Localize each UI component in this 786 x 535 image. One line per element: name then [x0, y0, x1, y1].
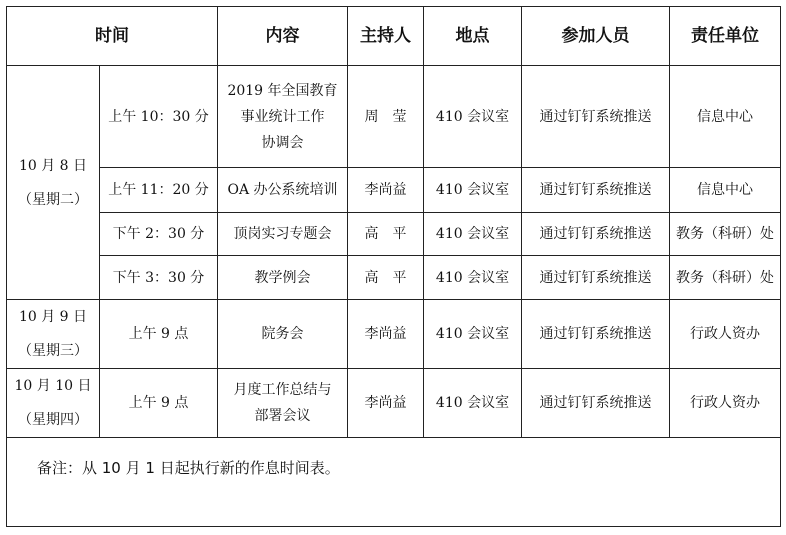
- participants-cell: 通过钉钉系统推送: [522, 369, 670, 438]
- participants-cell: 通过钉钉系统推送: [522, 66, 670, 168]
- header-unit: 责任单位: [670, 7, 781, 66]
- date-cell: 10 月 9 日 （星期三）: [7, 300, 100, 369]
- participants-cell: 通过钉钉系统推送: [522, 168, 670, 213]
- unit-cell: 行政人资办: [670, 300, 781, 369]
- unit-cell: 信息中心: [670, 66, 781, 168]
- date-cell: 10 月 8 日 （星期二）: [7, 66, 100, 300]
- time-cell: 下午 3：30 分: [100, 256, 218, 300]
- participants-cell: 通过钉钉系统推送: [522, 256, 670, 300]
- header-location: 地点: [424, 7, 522, 66]
- host-cell: 李尚益: [348, 369, 424, 438]
- content-cell: 教学例会: [218, 256, 348, 300]
- unit-cell: 行政人资办: [670, 369, 781, 438]
- header-participants: 参加人员: [522, 7, 670, 66]
- location-cell: 410 会议室: [424, 300, 522, 369]
- date-cell: 10 月 10 日 （星期四）: [7, 369, 100, 438]
- content-cell: 院务会: [218, 300, 348, 369]
- host-cell: 李尚益: [348, 168, 424, 213]
- table-row: [7, 256, 781, 300]
- unit-cell: 信息中心: [670, 168, 781, 213]
- unit-cell: 教务（科研）处: [670, 213, 781, 256]
- table-row: [7, 369, 781, 438]
- location-cell: 410 会议室: [424, 66, 522, 168]
- header-host: 主持人: [348, 7, 424, 66]
- location-cell: 410 会议室: [424, 168, 522, 213]
- host-cell: 李尚益: [348, 300, 424, 369]
- schedule-table: [6, 6, 781, 527]
- location-cell: 410 会议室: [424, 213, 522, 256]
- unit-cell: 教务（科研）处: [670, 256, 781, 300]
- content-cell: 顶岗实习专题会: [218, 213, 348, 256]
- host-cell: 高 平: [348, 256, 424, 300]
- location-cell: 410 会议室: [424, 369, 522, 438]
- header-content: 内容: [218, 7, 348, 66]
- time-cell: 上午 10：30 分: [100, 66, 218, 168]
- header-time: 时间: [7, 7, 218, 66]
- content-cell: OA 办公系统培训: [218, 168, 348, 213]
- content-cell: 2019 年全国教育 事业统计工作 协调会: [218, 66, 348, 168]
- table-row: [7, 300, 781, 369]
- time-cell: 下午 2：30 分: [100, 213, 218, 256]
- time-cell: 上午 9 点: [100, 369, 218, 438]
- participants-cell: 通过钉钉系统推送: [522, 213, 670, 256]
- content-cell: 月度工作总结与 部署会议: [218, 369, 348, 438]
- host-cell: 高 平: [348, 213, 424, 256]
- time-cell: 上午 11：20 分: [100, 168, 218, 213]
- table-row: [7, 168, 781, 213]
- note-row: [7, 438, 781, 527]
- participants-cell: 通过钉钉系统推送: [522, 300, 670, 369]
- table-row: [7, 66, 781, 168]
- note-text: 备注：从 10 月 1 日起执行新的作息时间表。: [7, 438, 781, 527]
- table-row: [7, 213, 781, 256]
- location-cell: 410 会议室: [424, 256, 522, 300]
- host-cell: 周 莹: [348, 66, 424, 168]
- time-cell: 上午 9 点: [100, 300, 218, 369]
- header-row: [7, 7, 781, 66]
